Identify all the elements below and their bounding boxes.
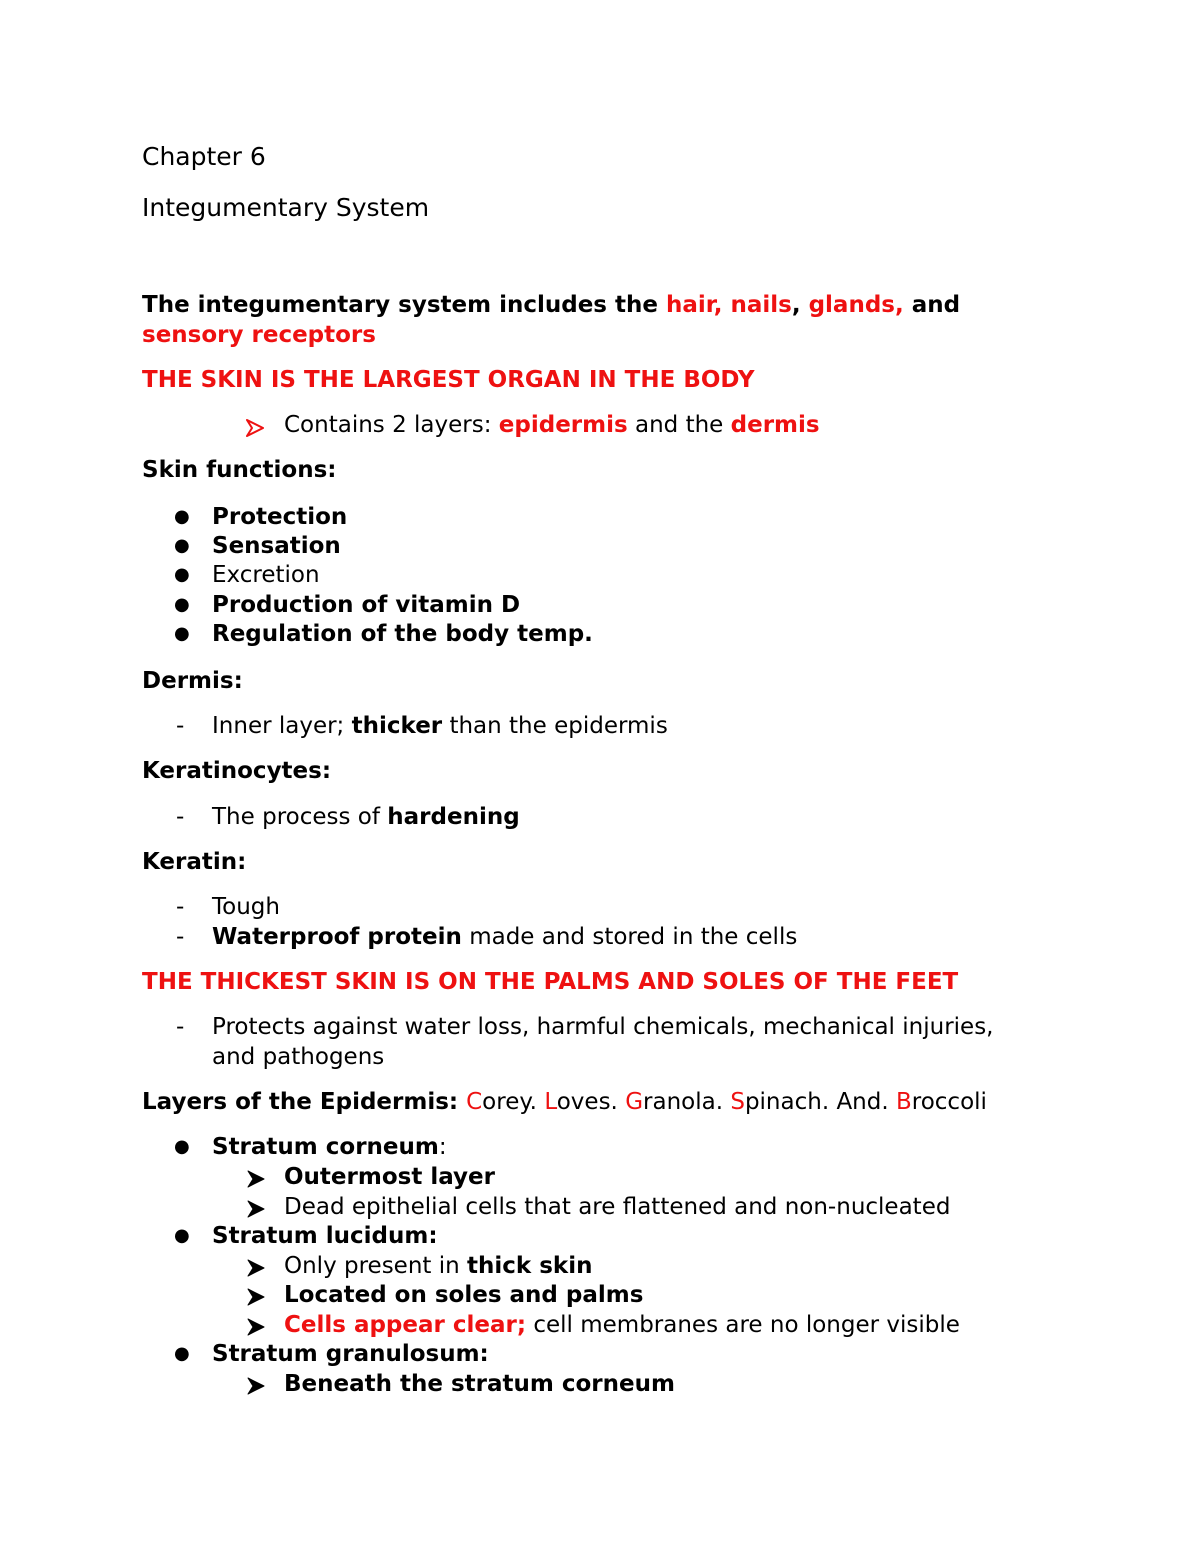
intro-hair-nails: hair, nails <box>665 292 792 318</box>
arrow-icon <box>247 1256 265 1286</box>
intro-sensory: sensory receptors <box>142 322 376 348</box>
mnemonic-letter: G <box>625 1089 644 1115</box>
dash-icon: - <box>176 713 185 739</box>
corneum-item: Dead epithelial cells that are flattened and non-nucleated <box>284 1194 951 1220</box>
mnemonic-letter: C <box>466 1089 483 1115</box>
mnemonic-word: pinach. And. <box>744 1089 896 1115</box>
mnemonic-letter: S <box>730 1089 745 1115</box>
arrow-icon <box>247 1285 265 1315</box>
layers-heading-label: Layers of the Epidermis: <box>142 1089 467 1115</box>
mnemonic-word: roccoli <box>911 1089 987 1115</box>
function-item: Regulation of the body temp. <box>212 621 593 647</box>
bullet-icon: ● <box>174 1343 190 1364</box>
lucidum-item1-pre: Only present in <box>284 1253 468 1279</box>
dermis-heading: Dermis: <box>142 668 243 694</box>
dermis-term: dermis <box>730 412 820 438</box>
dash-icon: - <box>176 894 185 920</box>
dermis-item <box>212 711 668 741</box>
lucidum-item <box>284 1310 960 1340</box>
dermis-bold: thicker <box>351 713 443 739</box>
dash-icon: - <box>176 804 185 830</box>
lucidum-item3-red: Cells appear clear; <box>284 1312 527 1338</box>
bullet-icon: ● <box>174 623 190 644</box>
mnemonic-word: ranola. <box>643 1089 731 1115</box>
mnemonic-letter: B <box>895 1089 912 1115</box>
and-the: and the <box>627 412 731 438</box>
keratin-item2-bold: Waterproof protein <box>212 924 462 950</box>
intro-lead: The integumentary system includes the <box>142 292 666 318</box>
intro-comma: , <box>791 292 809 318</box>
lucidum-item3-rest: cell membranes are no longer visible <box>526 1312 960 1338</box>
dash-icon: - <box>176 924 185 950</box>
function-item: Protection <box>212 504 348 530</box>
layers-pre: Contains 2 layers: <box>284 412 499 438</box>
keratinocytes-pre: The process of <box>212 804 388 830</box>
arrow-icon <box>246 416 264 446</box>
keratinocytes-heading: Keratinocytes: <box>142 758 332 784</box>
bullet-icon: ● <box>174 594 190 615</box>
keratin-item <box>212 922 797 952</box>
granulosum-item: Beneath the stratum corneum <box>284 1371 675 1397</box>
largest-organ-heading: THE SKIN IS THE LARGEST ORGAN IN THE BODY <box>142 367 755 393</box>
bullet-icon: ● <box>174 1136 190 1157</box>
dermis-post: than the epidermis <box>442 713 668 739</box>
function-item: Sensation <box>212 533 341 559</box>
stratum-corneum-name: Stratum corneum <box>212 1134 439 1160</box>
epidermis-term: epidermis <box>498 412 628 438</box>
thickest-item-line-2: and pathogens <box>212 1044 385 1070</box>
keratinocytes-bold: hardening <box>387 804 520 830</box>
arrow-icon <box>247 1374 265 1404</box>
skin-functions-heading: Skin functions: <box>142 457 337 483</box>
stratum-corneum-colon: : <box>438 1134 447 1160</box>
keratin-heading: Keratin: <box>142 849 247 875</box>
stratum-lucidum: Stratum lucidum: <box>212 1223 438 1249</box>
layers-count-line <box>284 410 820 440</box>
bullet-icon: ● <box>174 506 190 527</box>
intro-line-1 <box>142 290 960 320</box>
mnemonic-word: orey. <box>482 1089 545 1115</box>
system-title: Integumentary System <box>142 193 430 222</box>
bullet-icon: ● <box>174 535 190 556</box>
intro-and: and <box>903 292 961 318</box>
bullet-icon: ● <box>174 1225 190 1246</box>
function-item: Excretion <box>212 562 320 588</box>
corneum-item: Outermost layer <box>284 1164 495 1190</box>
intro-glands: glands, <box>808 292 904 318</box>
mnemonic-word: oves. <box>556 1089 626 1115</box>
keratin-item: Tough <box>212 894 280 920</box>
stratum-corneum <box>212 1132 447 1162</box>
thickest-item-line-1: Protects against water loss, harmful chemicals, mechanical injuries, <box>212 1014 994 1040</box>
bullet-icon: ● <box>174 564 190 585</box>
function-item: Production of vitamin D <box>212 592 521 618</box>
lucidum-item <box>284 1251 592 1281</box>
mnemonic-letter: L <box>544 1089 557 1115</box>
lucidum-item: Located on soles and palms <box>284 1282 644 1308</box>
epidermis-layers-heading <box>142 1087 987 1117</box>
chapter-title: Chapter 6 <box>142 142 266 171</box>
stratum-granulosum: Stratum granulosum: <box>212 1341 489 1367</box>
keratinocytes-item <box>212 802 520 832</box>
lucidum-item1-bold: thick skin <box>467 1253 593 1279</box>
dermis-pre: Inner layer; <box>212 713 352 739</box>
dash-icon: - <box>176 1014 185 1040</box>
arrow-icon <box>247 1167 265 1197</box>
thickest-skin-heading: THE THICKEST SKIN IS ON THE PALMS AND SOLES OF THE FEET <box>142 969 959 995</box>
keratin-item2-rest: made and stored in the cells <box>461 924 798 950</box>
